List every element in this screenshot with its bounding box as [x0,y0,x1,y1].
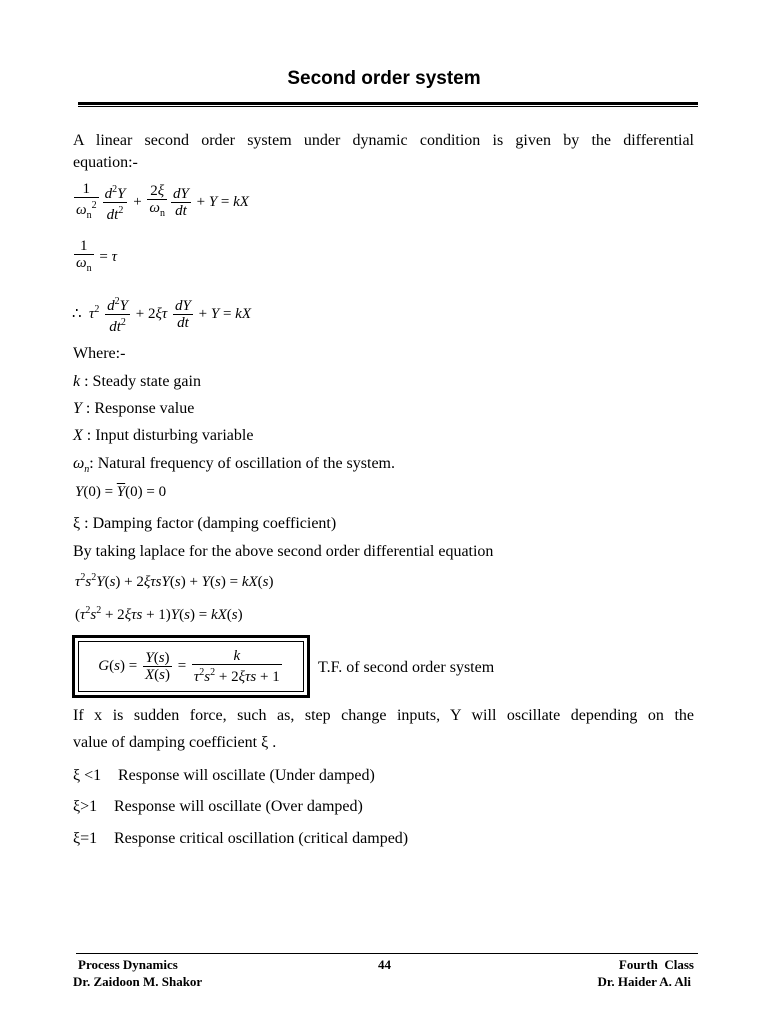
where-heading: Where:- [73,345,126,362]
definition-x: X : Input disturbing variable [73,427,254,444]
footer-course: Process Dynamics [78,957,178,972]
equation-tau-form: ∴ $\tau^2$ $\frac{d^2Y}{dt^2}$ + 2ξτ $\frac{dY}{dt}$ + Y = kX [72,296,251,335]
laplace-statement: By taking laplace for the above second order differential equation [73,543,494,560]
transfer-function-label: T.F. of second order system [318,659,495,676]
equation-differential: $\frac{1}{\omega_n^2}$ $\frac{d^2Y}{dt^2}$ + $\frac{2\xi}{\omega_n}$ $\frac{dY}{dt}$ + Y = kX [76,181,249,223]
case-under-damped: ξ <1 Response will oscillate (Under damped) [73,767,375,784]
equation-initial-conditions: $Y(0) = \overline{Y}(0) = 0$ [75,484,167,500]
definition-y: Y : Response value [73,400,195,417]
response-paragraph-line-1: If x is sudden force, such as, step change inputs, Y will oscillate depending on the [73,707,694,724]
case-over-damped: ξ>1 Response will oscillate (Over damped) [73,798,363,815]
definition-natural-frequency: $\omega_n$: Natural frequency of oscillation of the system. [73,455,395,476]
intro-line-1: A linear second order system under dynamic condition is given by the differential [73,132,694,149]
footer-author-left: Dr. Zaidoon M. Shakor [73,974,203,989]
intro-line-2: equation:- [73,154,138,171]
case-critical-damped: ξ=1 Response critical oscillation (critical damped) [73,830,409,847]
footer-class: Fourth Class [618,957,694,972]
response-paragraph-line-2: value of damping coefficient ξ . [73,734,277,751]
equation-transfer-function: G(s) = $\frac{Y(s)}{X(s)}$ = $\frac{k}{\tau^2s^2 + 2\xi\tau s + 1}$ [98,648,280,685]
footer-rule [76,953,698,954]
title-rule-thin [78,106,698,107]
page-number: 44 [378,957,391,972]
equation-tau: $\frac{1}{\omega_n}$ = τ [76,238,117,274]
definition-damping-factor: ξ : Damping factor (damping coefficient) [73,515,337,532]
transfer-function-box [72,635,310,698]
equation-laplace-2: $(\tau^2s^2 + 2\xi\tau s + 1)Y(s) = kX(s)$ [75,605,243,623]
equation-laplace-1: $\tau^2s^2Y(s) + 2\xi\tau sY(s) + Y(s) = kX(s)$ [75,572,274,590]
footer-author-right: Dr. Haider A. Ali [597,974,691,989]
title-rule-thick [78,102,698,105]
page-title: Second order system [287,68,481,89]
definition-k: k : Steady state gain [73,373,201,390]
